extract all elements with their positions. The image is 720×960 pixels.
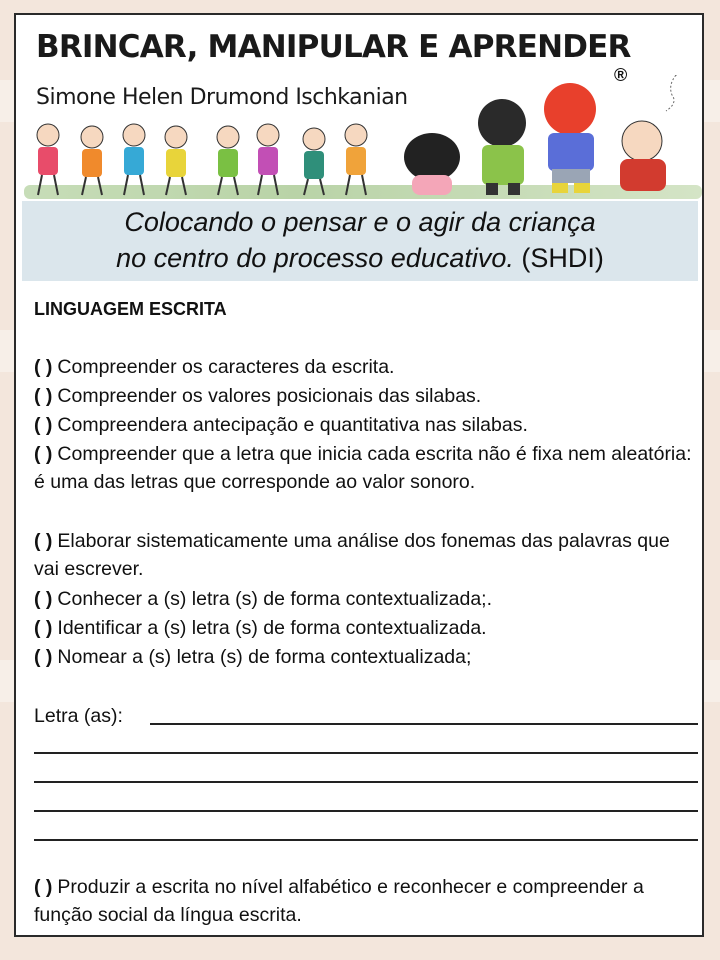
motto-line-2-text: no centro do processo educativo. — [116, 243, 514, 273]
child-figure-4 — [165, 126, 187, 195]
child-back-2 — [478, 99, 526, 195]
checklist-item — [34, 585, 694, 613]
header-banner — [16, 15, 702, 215]
page-title: BRINCAR, MANIPULAR E APRENDER — [36, 29, 631, 65]
item-text: Elaborar sistematicamente uma análise dos fonemas das palavras que vai escrever. — [34, 530, 670, 580]
item-text: Compreendera antecipação e quantitativa nas silabas. — [57, 414, 528, 436]
motto-signature: (SHDI) — [513, 243, 604, 273]
letters-answer-line[interactable] — [150, 723, 698, 725]
answer-line[interactable] — [34, 781, 698, 783]
checkbox-marker[interactable]: ( ) — [34, 385, 53, 407]
answer-line[interactable] — [34, 839, 698, 841]
child-back-3 — [544, 83, 596, 193]
child-figure-3 — [123, 124, 145, 195]
checkbox-marker[interactable]: ( ) — [34, 356, 53, 378]
checklist-item-final — [34, 873, 694, 929]
kite-icon — [662, 75, 692, 111]
checkbox-marker[interactable]: ( ) — [34, 617, 53, 639]
section-title: LINGUAGEM ESCRITA — [34, 299, 227, 319]
item-text: Compreender que a letra que inicia cada escrita não é fixa nem aleatória: é uma das letras que corresponde ao valor sonoro. — [34, 443, 692, 493]
letters-label: Letra (as): — [34, 705, 123, 727]
item-text: Nomear a (s) letra (s) de forma contextualizada; — [57, 646, 472, 668]
item-text: Produzir a escrita no nível alfabético e reconhecer e compreender a função social da língua escrita. — [34, 876, 644, 926]
child-figure-2 — [81, 126, 103, 195]
checklist-item — [34, 411, 694, 439]
child-back-4 — [620, 121, 666, 191]
motto-line-2 — [22, 243, 698, 274]
item-text: Compreender os caracteres da escrita. — [57, 356, 395, 378]
checklist-item — [34, 440, 694, 496]
children-illustration — [16, 75, 702, 205]
child-figure-1 — [37, 124, 59, 195]
item-text: Conhecer a (s) letra (s) de forma contextualizada;. — [57, 588, 493, 610]
checklist-item — [34, 382, 694, 410]
checklist-item — [34, 353, 694, 381]
checkbox-marker[interactable]: ( ) — [34, 588, 53, 610]
motto-band — [22, 201, 698, 281]
checkbox-marker[interactable]: ( ) — [34, 443, 53, 465]
checklist-item — [34, 643, 694, 671]
checkbox-marker[interactable]: ( ) — [34, 876, 53, 898]
item-text: Identificar a (s) letra (s) de forma contextualizada. — [57, 617, 487, 639]
child-figure-8 — [345, 124, 367, 195]
answer-line[interactable] — [34, 810, 698, 812]
registered-mark: ® — [614, 65, 628, 85]
checkbox-marker[interactable]: ( ) — [34, 414, 53, 436]
motto-line-1: Colocando o pensar e o agir da criança — [124, 207, 596, 237]
child-back-1 — [404, 133, 460, 195]
author-name: Simone Helen Drumond Ischkanian — [36, 85, 408, 110]
checkbox-marker[interactable]: ( ) — [34, 530, 53, 552]
worksheet — [14, 13, 704, 937]
child-figure-6 — [257, 124, 279, 195]
checkbox-marker[interactable]: ( ) — [34, 646, 53, 668]
item-text: Compreender os valores posicionais das silabas. — [57, 385, 482, 407]
child-figure-7 — [303, 128, 325, 195]
checklist-item — [34, 527, 694, 583]
checklist-item — [34, 614, 694, 642]
child-figure-5 — [217, 126, 239, 195]
answer-line[interactable] — [34, 752, 698, 754]
